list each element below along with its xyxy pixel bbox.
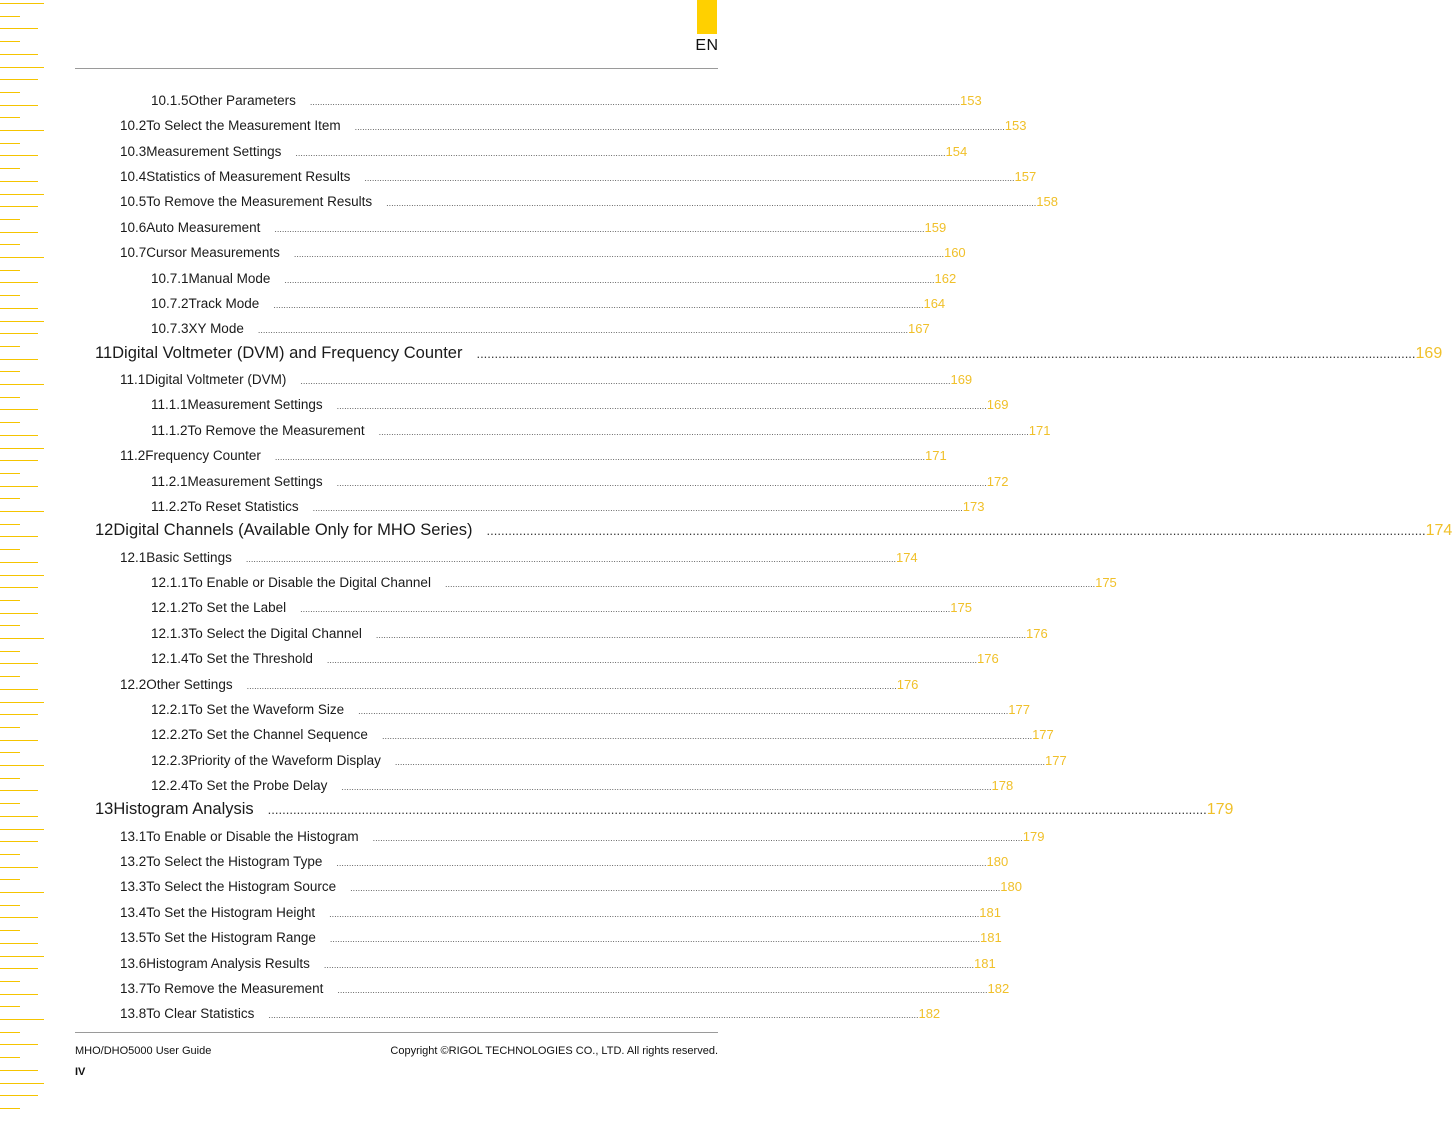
toc-entry[interactable] [151,777,1014,796]
ruler-tick [0,740,38,741]
toc-entry-number: 13.7 [120,980,147,996]
toc-entry[interactable] [151,625,1048,644]
toc-leader-dots: .................................................................................................................................................................................................................................................................... [381,731,1033,742]
toc-entry[interactable] [120,143,968,162]
ruler-tick [0,727,20,728]
ruler-tick [0,346,20,347]
ruler-tick [0,1083,44,1084]
toc-leader-dots: .................................................................................................................................................................................................................................................................... [336,858,987,869]
toc-leader-dots: .................................................................................................................................................................................................................................................................... [375,629,1027,640]
toc-entry[interactable] [120,828,1045,847]
toc-leader-dots: .................................................................................................................................................................................................................................................................... [358,705,1009,716]
toc-entry[interactable] [120,930,1002,948]
toc-entry-number: 12.1.3 [151,625,189,641]
ruler-tick [0,143,20,144]
ruler-tick [0,689,38,690]
ruler-tick [0,790,38,791]
toc-entry-title: Frequency Counter [145,448,261,464]
toc-entry-title: To Set the Probe Delay [188,777,328,793]
toc-entry-title: To Reset Statistics [187,498,299,514]
toc-leader-dots: .................................................................................................................................................................................................................................................................... [326,655,978,666]
toc-entry-title: Auto Measurement [146,219,261,235]
toc-entry-page: 159 [924,219,947,235]
toc-leader-dots: .................................................................................................................................................................................................................................................................... [309,97,960,107]
ruler-tick [0,460,38,461]
toc-entry-title: Manual Mode [188,270,271,286]
ruler-tick [0,67,44,68]
toc-entry-title: Digital Voltmeter (DVM) [145,372,287,388]
toc-entry[interactable] [151,321,930,339]
toc-entry-title: To Select the Histogram Type [146,854,323,870]
toc-entry-number: 12.2 [120,676,147,692]
toc-entry[interactable] [120,879,1022,897]
ruler-tick [0,663,38,664]
toc-entry-number: 12.2.1 [151,701,189,717]
toc-entry-title: To Select the Digital Channel [188,625,362,641]
toc-entry-number: 11.2 [120,448,146,464]
toc-entry[interactable] [120,448,947,466]
ruler-tick [0,321,44,322]
toc-entry[interactable] [120,219,947,238]
toc-entry-page: 169 [986,397,1009,413]
ruler-tick [0,1057,20,1058]
toc-leader-dots: .................................................................................................................................................................................................................................................................... [273,299,924,310]
toc-entry[interactable] [120,372,973,390]
toc-entry-title: To Set the Histogram Height [146,904,316,920]
toc-entry-page: 181 [979,904,1001,920]
toc-leader-dots: .................................................................................................................................................................................................................................................................... [354,122,1005,133]
toc-entry-number: 13.2 [120,854,147,870]
ruler-tick [0,1019,44,1020]
toc-leader-dots: .................................................................................................................................................................................................................................................................... [293,249,944,260]
toc-entry-title: To Remove the Measurement [187,422,365,438]
toc-entry-page: 167 [907,321,930,337]
ruler-tick [0,600,20,601]
toc-entry[interactable] [120,169,1037,187]
toc-entry[interactable] [151,422,1051,441]
toc-entry-number: 10.7.2 [151,295,189,311]
toc-entry-page: 153 [1004,118,1027,134]
ruler-tick [0,968,38,969]
toc-entry-title: Digital Channels (Available Only for MHO Series) [113,521,473,540]
toc-leader-dots: .................................................................................................................................................................................................................................................................... [364,173,1015,184]
ruler-tick [0,244,20,245]
toc-leader-dots: .................................................................................................................................................................................................................................................................... [476,345,1416,361]
toc-entry-number: 12 [95,521,114,540]
toc-entry-page: 177 [1008,701,1030,717]
toc-entry-number: 10.4 [120,169,147,185]
toc-entry[interactable] [151,701,1030,720]
ruler-tick [0,397,20,398]
toc-entry[interactable] [151,295,946,314]
toc-entry-page: 177 [1032,727,1054,743]
toc-entry-number: 11.1.2 [151,422,188,438]
toc-entry-page: 164 [923,295,946,311]
toc-entry[interactable] [151,498,985,517]
toc-entry-page: 181 [973,955,996,971]
ruler-tick [0,930,20,931]
toc-entry-title: Digital Voltmeter (DVM) and Frequency Counter [112,343,463,362]
toc-leader-dots: .................................................................................................................................................................................................................................................................... [295,147,946,158]
ruler-tick [0,384,44,385]
ruler-tick [0,308,38,309]
ruler-tick [0,841,38,842]
toc-entry-title: To Set the Threshold [188,651,313,667]
toc-leader-dots: .................................................................................................................................................................................................................................................................... [257,325,908,336]
ruler-tick [0,638,44,639]
ruler-tick [0,917,38,918]
toc-entry-number: 12.1.1 [151,575,189,591]
toc-leader-dots: .................................................................................................................................................................................................................................................................... [444,579,1096,590]
ruler-tick [0,1070,38,1071]
toc-entry-number: 13.8 [120,1006,147,1022]
toc-entry-number: 13.3 [120,879,147,895]
ruler-tick [0,1006,20,1007]
ruler-tick [0,562,38,563]
toc-entry-title: To Set the Channel Sequence [188,727,368,743]
ruler-tick [0,752,20,753]
toc-entry-number: 10.7.3 [151,321,189,337]
ruler-tick [0,651,20,652]
toc-leader-dots: .................................................................................................................................................................................................................................................................... [312,502,963,513]
toc-entry[interactable] [120,549,918,568]
ruler-tick [0,816,38,817]
toc-entry[interactable] [120,118,1027,136]
ruler-tick [0,714,38,715]
edge-ruler [0,0,50,1122]
toc-leader-dots: .................................................................................................................................................................................................................................................................... [329,908,980,919]
toc-entry-number: 12.1.2 [151,600,189,616]
toc-leader-dots: .................................................................................................................................................................................................................................................................... [274,452,925,463]
toc-entry-title: XY Mode [188,321,244,337]
toc-leader-dots: .................................................................................................................................................................................................................................................................... [386,198,1037,209]
toc-entry-page: 158 [1036,194,1058,210]
toc-entry-number: 13.6 [120,955,147,971]
toc-leader-dots: .................................................................................................................................................................................................................................................................... [486,523,1426,539]
toc-entry-title: Measurement Settings [187,473,323,489]
ruler-tick [0,829,44,830]
ruler-tick [0,41,20,42]
toc-entry-page: 175 [1095,575,1117,591]
ruler-tick [0,409,38,410]
toc-leader-dots: .................................................................................................................................................................................................................................................................... [329,934,981,945]
ruler-tick [0,232,38,233]
toc-leader-dots: .................................................................................................................................................................................................................................................................... [336,401,987,412]
toc-entry-title: To Remove the Measurement Results [146,194,373,210]
toc-entry[interactable] [151,575,1117,593]
ruler-tick [0,625,20,626]
toc-entry-page: 169 [1415,344,1443,362]
ruler-tick [0,549,20,550]
toc-entry-number: 13 [95,800,114,819]
ruler-tick [0,536,38,537]
toc-entry-page: 178 [991,777,1014,793]
toc-leader-dots: .................................................................................................................................................................................................................................................................... [274,223,925,234]
ruler-tick [0,854,20,855]
toc-leader-dots: .................................................................................................................................................................................................................................................................... [378,426,1029,437]
toc-entry-number: 13.4 [120,904,147,920]
ruler-tick [0,155,38,156]
ruler-tick [0,422,20,423]
ruler-tick [0,473,20,474]
toc-entry[interactable] [120,194,1058,212]
toc-entry-page: 182 [918,1006,941,1022]
header-rule [75,68,718,69]
toc-entry-title: To Set the Histogram Range [146,930,316,946]
toc-entry-number: 12.1 [120,549,147,565]
ruler-tick [0,194,44,195]
ruler-tick [0,867,38,868]
toc-entry-number: 11.2.1 [151,473,188,489]
toc-entry-page: 172 [986,473,1009,489]
toc-entry[interactable] [95,800,1234,822]
toc-entry-title: To Set the Label [188,600,287,616]
toc-leader-dots: .................................................................................................................................................................................................................................................................... [245,553,896,564]
ruler-tick [0,511,44,512]
toc-entry-page: 182 [987,980,1010,996]
toc-entry-number: 13.5 [120,930,147,946]
toc-entry-title: Statistics of Measurement Results [146,169,351,185]
toc-leader-dots: .................................................................................................................................................................................................................................................................... [267,802,1207,818]
ruler-tick [0,54,38,55]
ruler-tick [0,1095,38,1096]
toc-entry[interactable] [151,93,982,111]
toc-entry-title: To Enable or Disable the Digital Channel [188,575,431,591]
toc-entry-title: To Select the Measurement Item [146,118,341,134]
ruler-tick [0,892,44,893]
toc-entry[interactable] [120,980,1010,999]
toc-entry-title: To Remove the Measurement [146,980,324,996]
ruler-tick [0,905,20,906]
toc-entry[interactable] [120,1006,941,1024]
ruler-tick [0,206,38,207]
ruler-tick [0,371,20,372]
ruler-tick [0,333,38,334]
ruler-tick [0,270,20,271]
toc-entry-page: 174 [895,549,918,565]
toc-entry-page: 176 [1026,625,1048,641]
toc-entry[interactable] [120,676,919,695]
toc-entry-title: Track Mode [188,295,260,311]
toc-entry-number: 13.1 [120,828,147,844]
toc-entry-title: To Set the Waveform Size [188,701,345,717]
ruler-tick [0,79,38,80]
toc-entry[interactable] [151,397,1009,415]
toc-entry-title: Other Parameters [188,93,296,108]
ruler-tick [0,181,38,182]
toc-entry-page: 175 [950,600,972,616]
toc-entry-number: 10.6 [120,219,147,235]
toc-entry-number: 12.2.3 [151,752,189,768]
toc-leader-dots: .................................................................................................................................................................................................................................................................... [284,274,935,285]
toc-leader-dots: .................................................................................................................................................................................................................................................................... [394,756,1045,767]
toc-entry-page: 162 [934,270,957,286]
toc-entry-page: 180 [986,854,1009,870]
toc-entry-title: To Select the Histogram Source [146,879,337,895]
toc-entry-page: 179 [1206,801,1234,819]
ruler-tick [0,879,20,880]
ruler-tick [0,105,38,106]
ruler-tick [0,295,20,296]
ruler-tick [0,702,44,703]
ruler-tick [0,956,44,957]
ruler-tick [0,435,38,436]
toc-entry-title: Measurement Settings [187,397,323,413]
toc-entry-title: To Clear Statistics [146,1006,255,1022]
toc-entry[interactable] [120,245,966,263]
document-title: MHO/DHO5000 User Guide [75,1045,212,1057]
ruler-tick [0,486,38,487]
toc-entry-number: 12.1.4 [151,651,189,667]
toc-entry-title: Histogram Analysis [113,800,254,819]
page-number: IV [75,1066,86,1078]
toc-entry-number: 10.7.1 [151,270,189,286]
toc-leader-dots: .................................................................................................................................................................................................................................................................... [323,959,974,970]
toc-entry[interactable] [120,955,996,974]
toc-entry-page: 157 [1014,169,1037,185]
ruler-tick [0,28,38,29]
toc-entry-number: 10.3 [120,143,147,159]
toc-entry[interactable] [151,270,957,289]
language-tab [697,0,717,34]
language-label: EN [695,37,719,54]
toc-entry-number: 12.2.2 [151,727,189,743]
toc-entry-title: To Enable or Disable the Histogram [146,828,359,844]
ruler-tick [0,92,20,93]
toc-leader-dots: .................................................................................................................................................................................................................................................................... [336,477,987,488]
ruler-tick [0,981,20,982]
ruler-tick [0,130,44,131]
toc-entry-title: Other Settings [146,676,233,692]
toc-entry[interactable] [151,752,1067,771]
ruler-tick [0,765,44,766]
ruler-tick [0,613,38,614]
toc-entry-number: 11 [95,343,113,362]
toc-entry[interactable] [151,473,1009,492]
ruler-tick [0,1108,20,1109]
toc-entry[interactable] [151,727,1054,745]
toc-entry-page: 177 [1045,752,1067,768]
toc-leader-dots: .................................................................................................................................................................................................................................................................... [300,376,951,387]
toc-entry-page: 171 [924,448,947,464]
toc-entry-page: 153 [959,93,982,108]
toc-entry-title: Basic Settings [146,549,232,565]
toc-entry-page: 176 [977,651,999,667]
ruler-tick [0,219,20,220]
ruler-tick [0,16,20,17]
toc-entry[interactable] [120,854,1009,872]
ruler-tick [0,676,20,677]
toc-entry-number: 10.5 [120,194,147,210]
toc-entry-title: Priority of the Waveform Display [188,752,381,768]
ruler-tick [0,359,38,360]
toc-leader-dots: .................................................................................................................................................................................................................................................................... [337,984,988,995]
ruler-tick [0,117,20,118]
toc-entry-page: 154 [945,143,968,159]
toc-entry[interactable] [151,600,972,618]
toc-leader-dots: .................................................................................................................................................................................................................................................................... [268,1010,919,1021]
toc-entry-page: 171 [1028,422,1051,438]
ruler-tick [0,3,44,4]
toc-leader-dots: .................................................................................................................................................................................................................................................................... [300,604,951,615]
toc-entry-page: 169 [950,372,973,388]
toc-entry[interactable] [120,904,1001,923]
toc-entry-page: 160 [943,245,966,261]
toc-entry-page: 181 [980,930,1002,946]
ruler-tick [0,448,44,449]
toc-entry-number: 10.1.5 [151,93,189,108]
ruler-tick [0,524,20,525]
toc-entry-title: Cursor Measurements [146,245,280,261]
ruler-tick [0,575,44,576]
ruler-tick [0,1044,38,1045]
toc-entry-number: 10.7 [120,245,147,261]
toc-entry-page: 174 [1425,522,1452,540]
toc-entry-title: Histogram Analysis Results [146,955,310,971]
toc-entry-page: 180 [1000,879,1022,895]
toc-entry-title: Measurement Settings [146,143,282,159]
ruler-tick [0,282,38,283]
toc-entry[interactable] [95,521,1452,543]
toc-entry-number: 11.1.1 [151,397,188,413]
toc-entry-page: 176 [896,676,919,692]
toc-entry-number: 11.1 [120,372,146,388]
ruler-tick [0,1032,20,1033]
toc-leader-dots: .................................................................................................................................................................................................................................................................... [372,832,1023,843]
ruler-tick [0,943,38,944]
toc-entry[interactable] [151,651,999,669]
toc-leader-dots: .................................................................................................................................................................................................................................................................... [350,883,1001,894]
toc-leader-dots: .................................................................................................................................................................................................................................................................... [246,680,897,691]
ruler-tick [0,587,38,588]
toc-entry-number: 12.2.4 [151,777,189,793]
ruler-tick [0,498,20,499]
ruler-tick [0,803,20,804]
toc-entry-number: 10.2 [120,118,147,134]
ruler-tick [0,994,38,995]
ruler-tick [0,778,20,779]
toc-entry[interactable] [95,343,1443,366]
ruler-tick [0,168,20,169]
copyright-notice: Copyright ©RIGOL TECHNOLOGIES CO., LTD. All rights reserved. [390,1045,718,1057]
ruler-tick [0,257,44,258]
footer-rule [75,1032,718,1033]
toc-leader-dots: .................................................................................................................................................................................................................................................................... [341,781,992,792]
toc-entry-page: 173 [962,498,985,514]
toc-entry-page: 179 [1022,828,1045,844]
toc-entry-number: 11.2.2 [151,498,188,514]
